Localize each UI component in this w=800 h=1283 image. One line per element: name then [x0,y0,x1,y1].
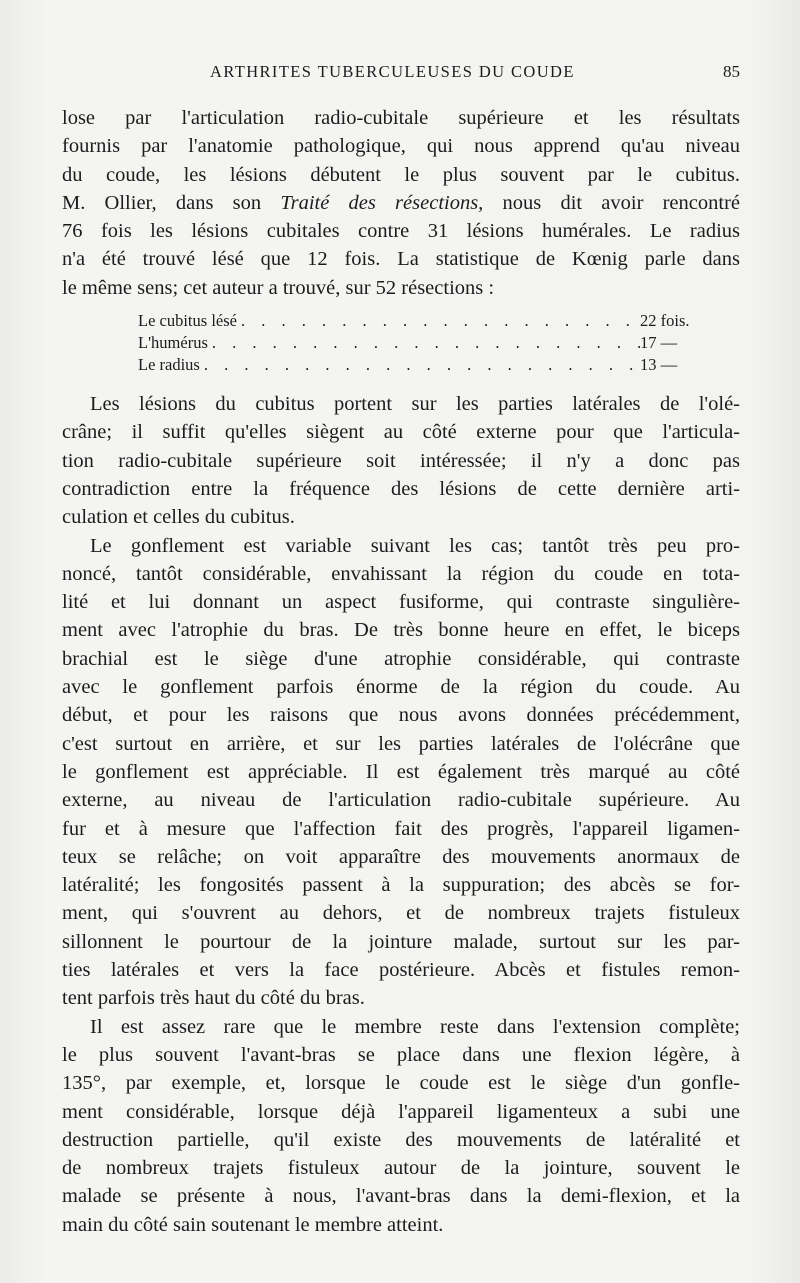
text-line: ment considérable, lorsque déjà l'appareil ligamenteux a subi une [62,1100,740,1123]
text-line: ties latérales et vers la face postérieure. Abcès et fistules remon- [62,959,740,982]
text-line: destruction partielle, qu'il existe des mouvements de latéralité et [62,1128,740,1151]
stat-label: Le cubitus lésé [138,311,237,331]
text-line: contradiction entre la fréquence des lésions de cette dernière arti- [62,477,740,500]
text-line [62,189,740,217]
paragraph-extension [62,1013,740,1239]
text-line: fournis par l'anatomie pathologique, qui nous apprend qu'au niveau [62,135,740,158]
stat-row [138,332,718,354]
stat-value: 17 — [640,333,678,353]
intro-paragraph [62,104,740,302]
text-line: début, et pour les raisons que nous avons données précédemment, [62,704,740,727]
text-line: 135°, par exemple, et, lorsque le coude est le siège d'un gonfle- [62,1072,740,1095]
text-line: teux se relâche; on voit apparaître des mouvements anormaux de [62,845,740,868]
text-line: Il est assez rare que le membre reste dans l'extension complète; [90,1015,740,1038]
paragraph-gonflement [62,532,740,1013]
text-line: ment avec l'atrophie du bras. De très bonne heure en effet, le biceps [62,619,740,642]
text-line: culation et celles du cubitus. [62,506,295,529]
text-line: lité et lui donnant un aspect fusiforme, qui contraste singulière- [62,591,740,614]
text-line: brachial est le siège d'une atrophie considérable, qui contraste [62,647,740,670]
text-line: le même sens; cet auteur a trouvé, sur 52 résections : [62,276,495,299]
text-line: ment, qui s'ouvrent au dehors, et de nombreux trajets fistuleux [62,902,740,925]
text-line: lose par l'articulation radio-cubitale supérieure et les résultats [62,107,740,129]
text-line: fur et à mesure que l'affection fait des progrès, l'appareil ligamen- [62,817,740,840]
text-line: crâne; il suffit qu'elles siègent au côté externe pour que l'articula- [62,421,740,444]
stat-value: 13 — [640,355,678,375]
text-line: le gonflement est appréciable. Il est également très marqué au côté [62,760,740,783]
text-line: du coude, les lésions débutent le plus souvent par le cubitus. [62,163,740,186]
text-line: malade se présente à nous, l'avant-bras dans la demi-flexion, et la [62,1185,740,1208]
text-line: n'a été trouvé lésé que 12 fois. La statistique de Kœnig parle dans [62,248,740,271]
text-line: tion radio-cubitale supérieure soit intéressée; il n'y a donc pas [62,449,740,472]
text-line: Le gonflement est variable suivant les cas; tantôt très peu pro- [90,534,740,557]
page-body [62,104,740,1239]
text-line: 76 fois les lésions cubitales contre 31 lésions humérales. Le radius [62,220,740,243]
resection-statistics [138,310,718,376]
text-line: de nombreux trajets fistuleux autour de la jointure, souvent le [62,1157,740,1180]
leader-dots [200,354,640,376]
text-fragment: M. Ollier, dans son [62,191,281,214]
stat-label: L'humérus [138,333,208,353]
page-number: 85 [723,62,740,81]
stat-label: Le radius [138,355,200,375]
text-fragment: nous dit avoir rencontré [483,191,741,214]
stat-row [138,310,718,332]
text-line: noncé, tantôt considérable, envahissant la région du coude en tota- [62,562,740,585]
text-line: c'est surtout en arrière, et sur les parties latérales de l'olécrâne que [62,732,740,755]
stat-value: 22 fois. [640,311,690,331]
paragraph-cubitus-lesions [62,390,740,531]
text-line: tent parfois très haut du côté du bras. [62,987,365,1010]
text-line: avec le gonflement parfois énorme de la région du coude. Au [62,676,740,699]
text-line: main du côté sain soutenant le membre atteint. [62,1213,444,1236]
text-line: sillonnent le pourtour de la jointure malade, surtout sur les par- [62,930,740,953]
text-line: le plus souvent l'avant-bras se place dans une flexion légère, à [62,1043,740,1066]
text-line: Les lésions du cubitus portent sur les parties latérales de l'olé- [90,393,740,416]
text-line: latéralité; les fongosités passent à la suppuration; des abcès se for- [62,874,740,897]
page-header [62,62,740,88]
book-title: Traité des résections, [280,191,484,214]
stat-row [138,354,718,376]
leader-dots [237,310,640,332]
leader-dots [208,332,640,354]
running-title: ARTHRITES TUBERCULEUSES DU COUDE [210,62,575,81]
text-line: externe, au niveau de l'articulation radio-cubitale supérieure. Au [62,789,740,812]
